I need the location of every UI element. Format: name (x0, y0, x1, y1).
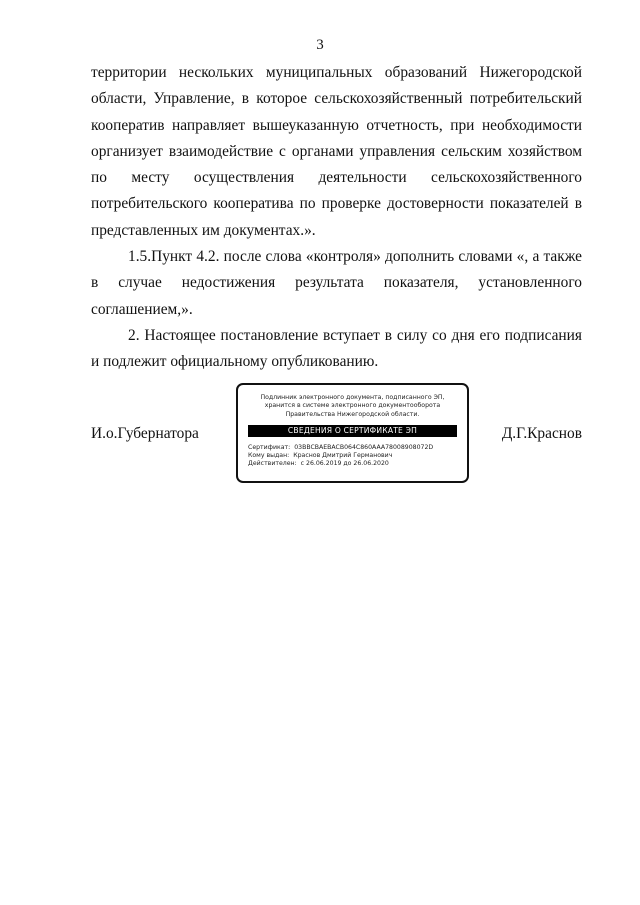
text-line: в случае недостижения результата показателя, установленного (91, 274, 582, 292)
certificate-value: 03BBCBAEBACB064C860AAA78008908072D (294, 444, 434, 452)
paragraph-item-1-5 (91, 244, 582, 323)
stamp-details (248, 444, 457, 468)
signer-title: И.о.Губернатора (91, 425, 199, 442)
issued-to-label: Кому выдан: (248, 452, 290, 460)
text-line: и подлежит официальному опубликованию. (91, 353, 379, 371)
stamp-certificate-bar: СВЕДЕНИЯ О СЕРТИФИКАТЕ ЭП (248, 425, 457, 437)
electronic-signature-stamp (236, 383, 469, 483)
stamp-header (238, 394, 467, 419)
page-number: 3 (316, 37, 324, 53)
text-line: потребительского кооператива по проверке достоверности показателей в (91, 195, 582, 213)
text-line: кооператив направляет вышеуказанную отчетность, при необходимости (91, 116, 582, 134)
issued-to-value: Краснов Дмитрий Германович (293, 452, 393, 460)
text-line: по месту осуществления деятельности сельскохозяйственного (91, 169, 582, 187)
signer-name: Д.Г.Краснов (501, 425, 582, 442)
text-line: 2. Настоящее постановление вступает в силу со дня его подписания (128, 327, 582, 344)
paragraph-item-2 (91, 323, 582, 376)
certificate-label: Сертификат: (248, 444, 291, 452)
valid-value: с 26.06.2019 до 26.06.2020 (300, 460, 389, 468)
stamp-header-line: Подлинник электронного документа, подписанного ЭП, (260, 394, 445, 401)
paragraph-continuation (91, 60, 582, 244)
signature-block (91, 380, 582, 486)
text-line: области, Управление, в которое сельскохозяйственный потребительский (91, 90, 582, 108)
text-line: 1.5.Пункт 4.2. после слова «контроля» дополнить словами «, а также (128, 248, 582, 265)
stamp-header-line: Правительства Нижегородской области. (285, 410, 420, 418)
valid-label: Действителен: (248, 460, 297, 468)
text-line: территории нескольких муниципальных образований Нижегородской (91, 64, 582, 81)
text-line: соглашением,». (91, 300, 193, 318)
text-line: представленных им документах.». (91, 221, 316, 239)
text-line: организует взаимодействие с органами управления сельским хозяйством (91, 142, 582, 160)
stamp-header-line: хранится в системе электронного документооборота (264, 402, 441, 410)
stamp-valid-row (248, 460, 457, 468)
